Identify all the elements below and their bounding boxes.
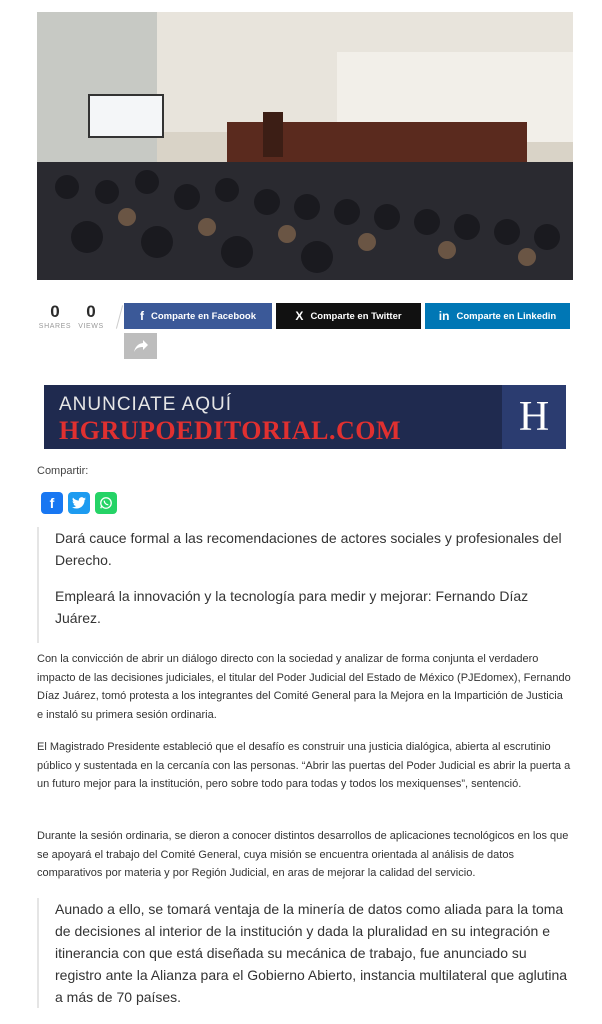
more-share-button[interactable]: [124, 333, 157, 359]
bird-icon: [72, 497, 86, 509]
views-stat: [73, 303, 109, 330]
hero-photo: [37, 12, 573, 280]
social-share-icons: [41, 492, 117, 514]
ad-logo: H: [502, 385, 566, 449]
highlight-1: Dará cauce formal a las recomendaciones de actores sociales y profesionales del Derecho.: [55, 530, 562, 568]
views-count: 0: [86, 302, 96, 321]
highlights-quote: [37, 527, 575, 643]
compartir-label: Compartir:: [37, 465, 89, 477]
x-icon: X: [295, 309, 304, 323]
share-stats: [37, 303, 129, 331]
shares-count: 0: [50, 302, 60, 321]
share-linkedin-button[interactable]: [425, 303, 570, 329]
share-arrow-icon: [133, 339, 149, 353]
paragraph-2: El Magistrado Presidente estableció que el desafío es construir una justicia dialógica, abierta al escrutinio público y sustentada en la cercanía con las personas. “Abrir las puertas del Poder Judicial es abrir la puerta a un futuro mejor para la institución, pero sobre todo para todas y todos los mexiquenses”, sentenció.: [37, 741, 571, 790]
shares-stat: [37, 303, 73, 330]
highlight-2: Empleará la innovación y la tecnología para medir y mejorar: Fernando Díaz Juárez.: [55, 588, 529, 626]
conference-photo: [37, 12, 573, 280]
share-linkedin-label: Comparte en Linkedin: [456, 310, 557, 322]
phone-bubble-icon: [99, 496, 113, 510]
paragraph-3: Durante la sesión ordinaria, se dieron a conocer distintos desarrollos de aplicaciones tecnológicos en los que se apoyará el trabajo del Comité General, cuya misión se encuentra orientada al análisis de datos comparativos por materia y por Región Judicial, en aras de mejorar la calidad del servicio.: [37, 830, 569, 879]
share-facebook-button[interactable]: [124, 303, 272, 329]
share-facebook-label: Comparte en Facebook: [150, 310, 257, 322]
share-twitter-label: Comparte en Twitter: [310, 310, 402, 322]
facebook-share-icon[interactable]: f: [41, 492, 63, 514]
linkedin-icon: in: [438, 309, 450, 323]
ad-line2: HGRUPOEDITORIAL.COM: [59, 416, 401, 445]
whatsapp-share-icon[interactable]: [95, 492, 117, 514]
shares-label: SHARES: [38, 323, 72, 330]
facebook-icon: f: [139, 309, 144, 323]
share-twitter-button[interactable]: [276, 303, 421, 329]
paragraph-1: Con la convicción de abrir un diálogo directo con la sociedad y analizar de forma conjunta el verdadero impacto de las decisiones judiciales, el titular del Poder Judicial del Estado de México (PJEdomex), Fernando Díaz Juárez, tomó protesta a los integrantes del Comité General para la Mejora en la Impartición de Justicia e instaló su primera sesión ordinaria.: [37, 653, 571, 721]
closing-quote: Aunado a ello, se tomará ventaja de la minería de datos como aliada para la toma de decisiones al interior de la institución y dada la pluralidad en su integración e itinerancia con que está diseñada su mecánica de trabajo, fue anunciado su registro ante la Alianza para el Gobierno Abierto, instancia multilateral que aglutina a más de 70 países.: [37, 898, 571, 1008]
ad-banner[interactable]: [44, 385, 566, 449]
ad-line1: ANUNCIATE AQUÍ: [59, 394, 233, 415]
views-label: VIEWS: [78, 323, 104, 330]
twitter-share-icon[interactable]: [68, 492, 90, 514]
